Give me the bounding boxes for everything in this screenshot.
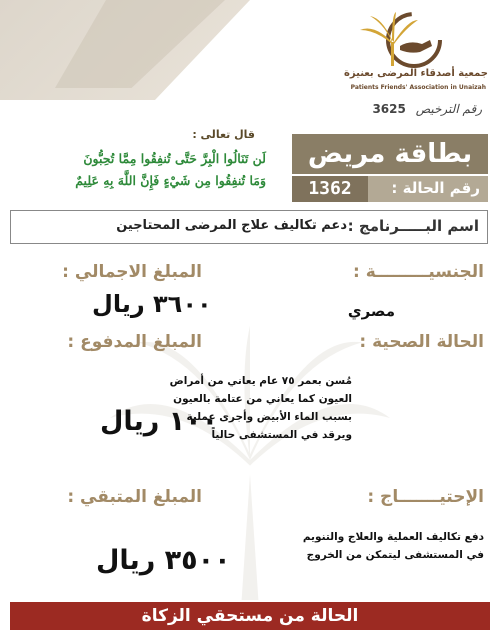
organization-name-ar: جمعية أصدقاء المرضى بعنيزة <box>343 68 488 79</box>
need-description <box>244 528 484 564</box>
license-info <box>372 102 482 116</box>
verse-line-1: لَن تَنَالُوا الْبِرَّ حَتَّى تُنفِقُوا مِمَّا تُحِبُّونَ <box>83 151 266 166</box>
organization-name-en: Patients Friends' Association in Unaizah <box>350 84 486 91</box>
health-label: الحالة الصحية : <box>359 332 484 352</box>
health-line: العيون كما يعاني من عتامة بالعيون <box>173 393 352 405</box>
remaining-amount-label: المبلغ المتبقي : <box>67 487 202 507</box>
health-line: مُسن بعمر ٧٥ عام يعاني من أمراض <box>169 375 352 387</box>
need-label: الإحتيـــــــاج : <box>367 487 484 507</box>
verse-intro: قال تعالى : <box>192 128 255 141</box>
nationality-label: الجنسيـــــــــة : <box>353 262 484 282</box>
zakat-eligibility-banner: الحالة من مستحقي الزكاة <box>10 602 490 630</box>
need-line: دفع تكاليف العملية والعلاج والتنويم <box>302 531 484 543</box>
association-logo-icon <box>352 10 462 70</box>
case-number: 1362 <box>292 176 368 202</box>
health-line: ويرقد في المستشفى حالياً <box>211 429 352 441</box>
program-label: اسم البـــــرنامج : <box>347 217 479 235</box>
paid-amount-value: ١٠٠ ريال <box>100 406 219 437</box>
total-amount-label: المبلغ الاجمالي : <box>62 262 202 282</box>
remaining-amount-value: ٣٥٠٠ ريال <box>96 545 231 576</box>
verse-line-2: وَمَا تُنفِقُوا مِن شَيْءٍ فَإِنَّ اللَّهَ بِهِ عَلِيمٌ <box>75 173 266 188</box>
nationality-value: مصري <box>347 302 395 320</box>
health-line: بسبب الماء الأبيض وأجرى عملية <box>186 411 352 423</box>
case-label: رقم الحالة : <box>391 179 480 197</box>
paid-amount-label: المبلغ المدفوع : <box>67 332 202 352</box>
need-line: في المستشفى ليتمكن من الخروج <box>306 549 484 561</box>
license-label: رقم الترخيص <box>415 102 482 116</box>
card-title: بطاقة مريض <box>292 134 488 174</box>
license-number: 3625 <box>372 102 406 116</box>
quran-verse <box>16 148 266 192</box>
total-amount-value: ٣٦٠٠ ريال <box>92 290 212 318</box>
program-value: دعم تكاليف علاج المرضى المحتاجين <box>116 218 347 233</box>
program-box <box>10 210 488 244</box>
case-number-row <box>292 176 488 202</box>
